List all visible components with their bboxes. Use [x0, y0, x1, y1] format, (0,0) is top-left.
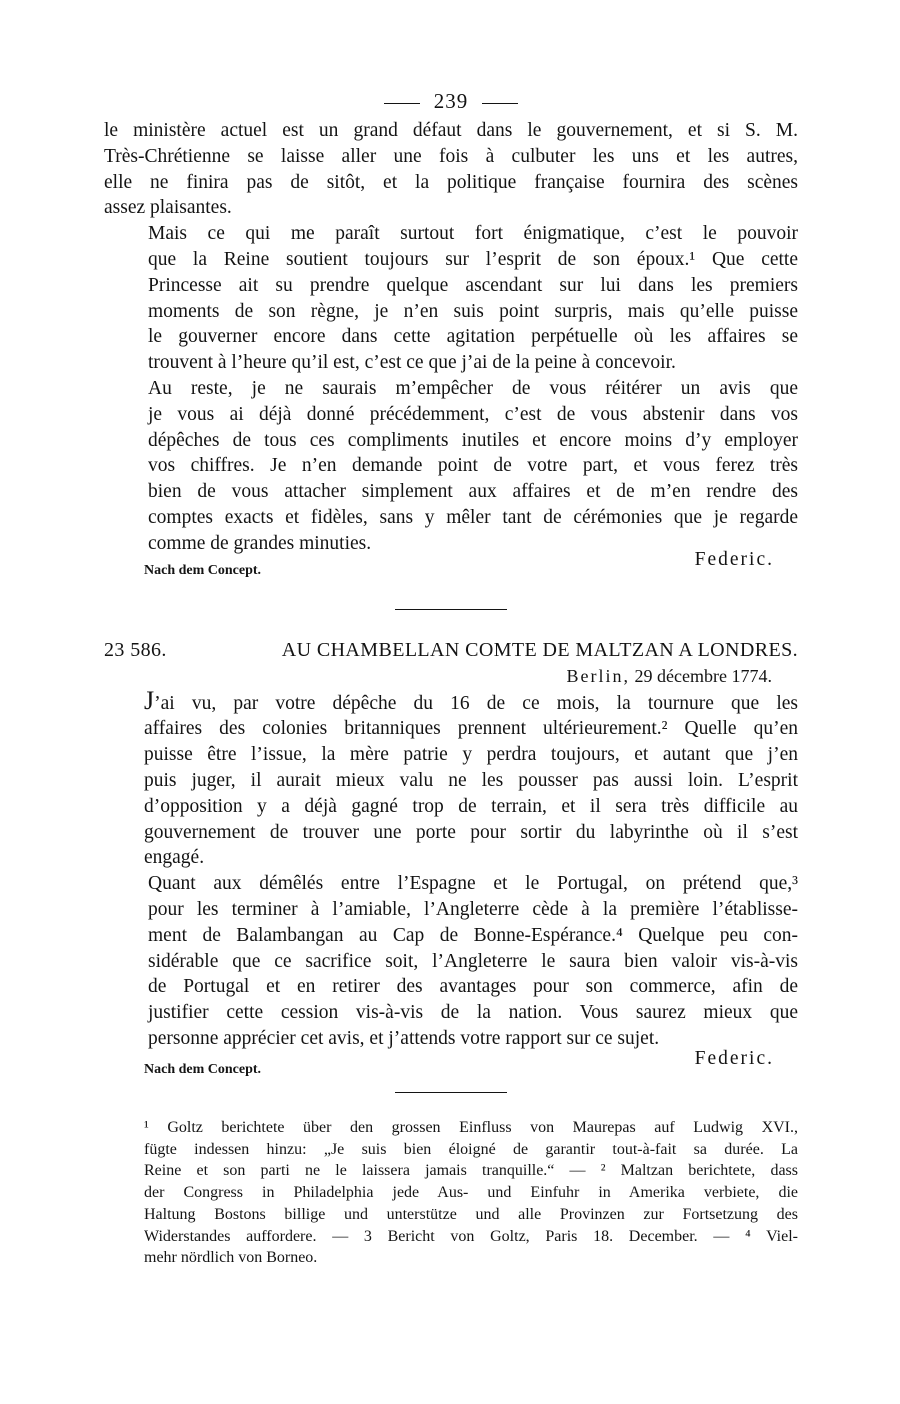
paragraph-colonies	[104, 685, 798, 872]
text-line: elle ne finira pas de sitôt, et la politique française fournira des scènes	[104, 171, 798, 193]
text-line: vos chiffres. Je n’en demande point de votre part, et vous ferez très	[148, 455, 798, 477]
footnote-line: Widerstandes auffordere. — 3 Bericht von Goltz, Paris 18. December. — ⁴ Viel-	[144, 1227, 798, 1245]
letter-closing	[104, 548, 798, 587]
footnote-line: Reine et son parti ne le laissera jamais tranquille.“ — ² Maltzan berichtete, dass	[144, 1162, 798, 1180]
header-left-dash	[384, 103, 420, 104]
text-line: engagé.	[144, 847, 205, 869]
footnote-line: der Congress in Philadelphia jede Aus- und Einfuhr in Amerika verbiete, die	[144, 1184, 798, 1202]
text-line: Princesse ait su prendre quelque ascendant sur lui dans les premiers	[148, 274, 798, 296]
text-line: moments de son règne, je n’en suis point surpris, mais qu’elle puisse	[148, 300, 798, 322]
footnote-line: Haltung Bostons billige und unterstütze und alle Provinzen zur Fortsetzung des	[144, 1205, 798, 1223]
paragraph-spain-portugal	[104, 871, 798, 1052]
initial-letter: J	[144, 685, 155, 715]
footnote-line: mehr nördlich von Borneo.	[144, 1249, 318, 1267]
text-line: bien de vous attacher simplement aux affaires et de m’en rendre des	[148, 481, 798, 503]
footnotes	[104, 1117, 798, 1270]
signature: Federic.	[694, 548, 774, 570]
text-line: Mais ce qui me paraît surtout fort énigmatique, c’est le pouvoir	[148, 223, 798, 245]
text-line: ment de Balambangan au Cap de Bonne-Espérance.⁴ Quelque peu con-	[148, 924, 798, 946]
dateline-city: Berlin,	[566, 665, 631, 686]
footnote-line: ¹ Goltz berichtete über den grossen Einfluss von Maurepas auf Ludwig XVI.,	[144, 1118, 798, 1136]
text-line: puis juger, il aurait mieux valu ne les pousser pas aussi loin. L’esprit	[144, 769, 798, 791]
text-line: trouvent à l’heure qu’il est, c’est ce que j’ai de la peine à concevoir.	[148, 352, 676, 374]
text-line: d’opposition y a déjà gagné trop de terrain, et il sera très difficile au	[144, 795, 798, 817]
text-line: affaires des colonies britanniques prennent ultérieurement.² Quelle qu’en	[144, 718, 798, 740]
text-line: dépêches de tous ces compliments inutiles et encore moins d’y employer	[148, 429, 798, 451]
text-line: justifier cette cession vis-à-vis de la nation. Vous saurez mieux que	[148, 1002, 798, 1024]
letter-number: 23 586.	[104, 638, 167, 661]
letter-heading	[104, 636, 798, 664]
dateline	[104, 664, 798, 688]
text-line: pour les terminer à l’amiable, l’Angleterre cède à la première l’établisse-	[148, 898, 798, 920]
text-line: Quant aux démêlés entre l’Espagne et le Portugal, on prétend que,³	[148, 873, 798, 895]
text-line: de Portugal et en retirer des avantages pour son commerce, afin de	[148, 976, 798, 998]
text-line	[104, 685, 798, 717]
text-line: sidérable que ce sacrifice soit, l’Angleterre le saura bien valoir vis-à-vis	[148, 950, 798, 972]
text-line: gouvernement de trouver une porte pour sortir du labyrinthe où il s’est	[144, 821, 798, 843]
dateline-date: 29 décembre 1774.	[634, 665, 772, 686]
text-line: le ministère actuel est un grand défaut dans le gouvernement, et si S. M.	[104, 120, 798, 141]
text-line: comptes exacts et fidèles, sans y mêler tant de cérémonies que je regarde	[148, 506, 798, 528]
letter-title: AU CHAMBELLAN COMTE DE MALTZAN A LONDRES.	[281, 638, 798, 661]
paragraph-continuation	[104, 118, 798, 221]
page-header	[104, 84, 798, 118]
signature: Federic.	[694, 1047, 774, 1069]
book-page	[104, 84, 798, 1269]
letter-closing	[104, 1047, 798, 1086]
text-line: le gouverner encore dans cette agitation perpétuelle où les affaires se	[148, 326, 798, 348]
section-divider	[395, 1092, 507, 1093]
text-line: assez plaisantes.	[104, 197, 232, 219]
text-line: Très-Chrétienne se laisse aller une fois à culbuter les uns et les autres,	[104, 145, 798, 167]
footnote-line: fügte indessen hinzu: „Je suis bien éloigné de garantir tout-à-fait sa durée. La	[144, 1140, 798, 1158]
paragraph-advice	[104, 376, 798, 557]
section-divider	[395, 609, 507, 610]
text-line: je vous ai déjà donné précédemment, c’est de vous abstenir dans vos	[148, 403, 798, 425]
text-line: que la Reine soutient toujours sur l’esprit de son époux.¹ Que cette	[148, 248, 798, 270]
text-line: puisse être l’issue, la mère patrie y perdra toujours, et autant que j’en	[144, 744, 798, 766]
source-note: Nach dem Concept.	[144, 1061, 262, 1077]
header-right-dash	[482, 103, 518, 104]
text-line-rest: ’ai vu, par votre dépêche du 16 de ce mois, la tournure que les	[154, 692, 798, 714]
text-line: personne apprécier cet avis, et j’attends votre rapport sur ce sujet.	[148, 1027, 660, 1049]
source-note: Nach dem Concept.	[144, 562, 262, 578]
paragraph-queen	[104, 221, 798, 376]
text-line: Au reste, je ne saurais m’empêcher de vous réitérer un avis que	[148, 377, 798, 399]
text-line: comme de grandes minuties.	[148, 532, 372, 554]
page-number: 239	[433, 89, 469, 113]
